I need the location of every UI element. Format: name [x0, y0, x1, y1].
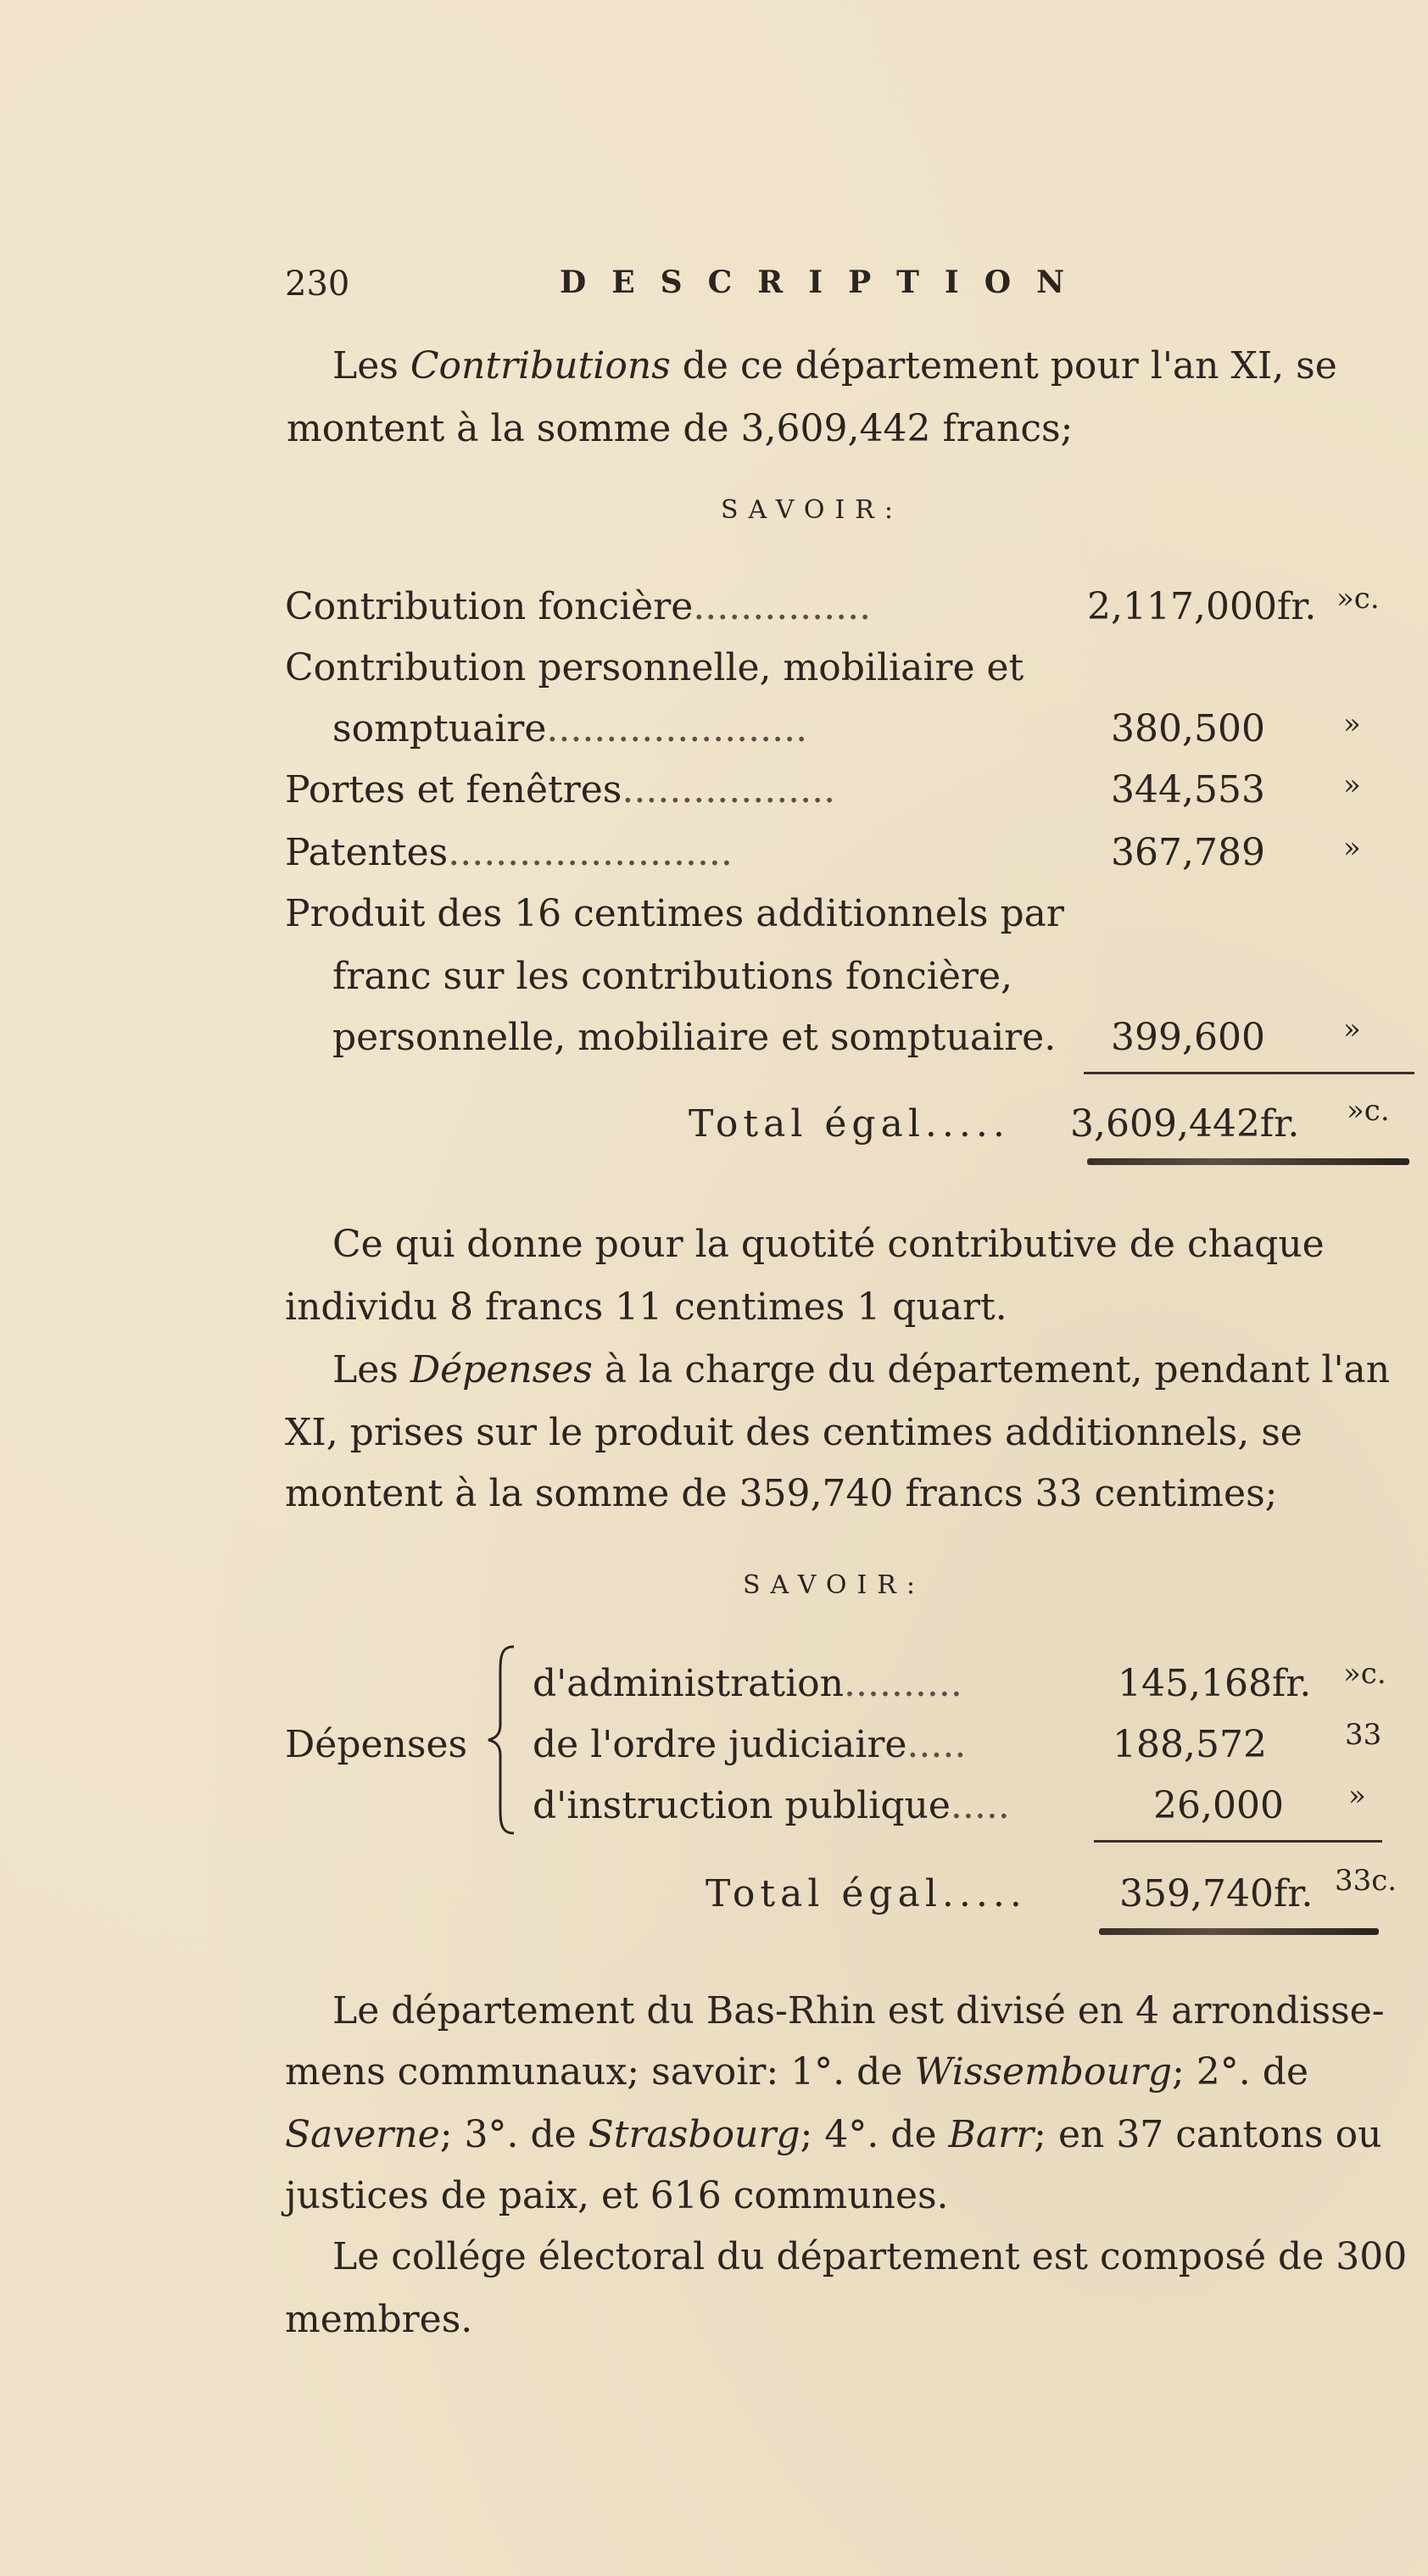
text-run: Les [332, 344, 410, 388]
total-value: 3,609,442fr. [1070, 1102, 1300, 1146]
text-run: à la charge du département, pendant l'an [592, 1348, 1391, 1391]
total-cent: »c. [1347, 1094, 1390, 1128]
ledger-row-label: franc sur les contributions foncière, [332, 955, 1012, 998]
ledger-row-label: Patentes........................ [285, 831, 733, 874]
paragraph-depenses-line2: XI, prises sur le produit des centimes additionnels, se [285, 1411, 1302, 1454]
italic-term: Contributions [410, 344, 671, 388]
ledger-row-value: 188,572 [1113, 1723, 1267, 1766]
sum-rule [1094, 1840, 1382, 1843]
paragraph-arrondissements-line2 [285, 2050, 1308, 2094]
paragraph-quotite-line2: individu 8 francs 11 centimes 1 quart. [285, 1285, 1007, 1329]
ledger-row-label: Produit des 16 centimes additionnels par [285, 892, 1064, 935]
italic-place: Wissembourg [914, 2050, 1172, 2094]
ledger-row-label: Contribution personnelle, mobiliaire et [285, 646, 1024, 689]
ledger-row-label: d'administration.......... [533, 1662, 962, 1705]
ledger-row-cent: » [1348, 1779, 1366, 1813]
total-label: Total égal..... [689, 1102, 1010, 1146]
ledger-row-value: 145,168fr. [1118, 1662, 1312, 1705]
paragraph-college-line1: Le collége électoral du département est composé de 300 [332, 2235, 1408, 2278]
total-cent: 33c. [1335, 1864, 1397, 1898]
text-run: mens communaux; savoir: 1°. de [285, 2050, 915, 2094]
ledger-row-value: 2,117,000fr. [1087, 585, 1317, 628]
page-number: 230 [285, 265, 350, 304]
savoir-heading: SAVOIR: [721, 495, 904, 525]
paragraph-depenses-line1 [332, 1348, 1391, 1391]
ledger-row-label: personnelle, mobiliaire et somptuaire. [332, 1016, 1057, 1059]
ledger-row-cent: » [1343, 707, 1361, 741]
ledger-row-value: 26,000 [1153, 1784, 1284, 1827]
paragraph-arrondissements-line1: Le département du Bas-Rhin est divisé en 4 arrondisse- [332, 1989, 1385, 2032]
curly-brace-icon [485, 1643, 519, 1837]
total-value: 359,740fr. [1119, 1872, 1314, 1915]
ledger-row-label: Contribution foncière............... [285, 585, 872, 628]
text-run: ; en 37 cantons ou [1034, 2113, 1382, 2156]
depenses-group-label: Dépenses [285, 1723, 468, 1766]
italic-place: Strasbourg [588, 2113, 800, 2156]
ledger-row-label: de l'ordre judiciaire..... [533, 1723, 967, 1766]
ledger-row-cent: »c. [1343, 1657, 1386, 1691]
ledger-row-value: 367,789 [1111, 831, 1265, 874]
ledger-row-cent: »c. [1336, 582, 1380, 616]
ledger-row-label: Portes et fenêtres.................. [285, 768, 836, 811]
paragraph-arrondissements-line4: justices de paix, et 616 communes. [285, 2174, 949, 2217]
paragraph-contributions-line2: montent à la somme de 3,609,442 francs; [287, 407, 1074, 450]
total-label: Total égal..... [706, 1872, 1027, 1915]
paragraph-college-line2: membres. [285, 2298, 473, 2341]
ledger-row-value: 399,600 [1111, 1016, 1265, 1059]
ledger-row-value: 344,553 [1111, 768, 1265, 811]
ledger-row-label: somptuaire...................... [332, 707, 808, 750]
text-run: Les [332, 1348, 410, 1391]
text-run: ; 4°. de [800, 2113, 949, 2156]
italic-place: Saverne [285, 2113, 440, 2156]
ledger-row-cent: 33 [1345, 1718, 1382, 1752]
text-run: de ce département pour l'an XI, se [670, 344, 1337, 388]
savoir-heading: SAVOIR: [743, 1570, 926, 1600]
ledger-row-value: 380,500 [1111, 707, 1265, 750]
ledger-row-cent: » [1343, 1012, 1361, 1046]
paragraph-quotite-line1: Ce qui donne pour la quotité contributive de chaque [332, 1223, 1325, 1266]
total-rule [1087, 1158, 1409, 1165]
ledger-row-label: d'instruction publique..... [533, 1784, 1010, 1827]
ledger-row-cent: » [1343, 831, 1361, 865]
total-rule [1099, 1928, 1379, 1935]
sum-rule [1084, 1072, 1414, 1074]
italic-term: Dépenses [410, 1348, 593, 1391]
paragraph-depenses-line3: montent à la somme de 359,740 francs 33 centimes; [285, 1472, 1278, 1515]
paragraph-arrondissements-line3 [285, 2113, 1382, 2156]
ledger-row-cent: » [1343, 768, 1361, 802]
text-run: ; 2°. de [1172, 2050, 1308, 2094]
text-run: ; 3°. de [439, 2113, 588, 2156]
running-title: DESCRIPTION [560, 265, 1091, 300]
paragraph-contributions-line1 [332, 344, 1337, 388]
italic-place: Barr [948, 2113, 1035, 2156]
